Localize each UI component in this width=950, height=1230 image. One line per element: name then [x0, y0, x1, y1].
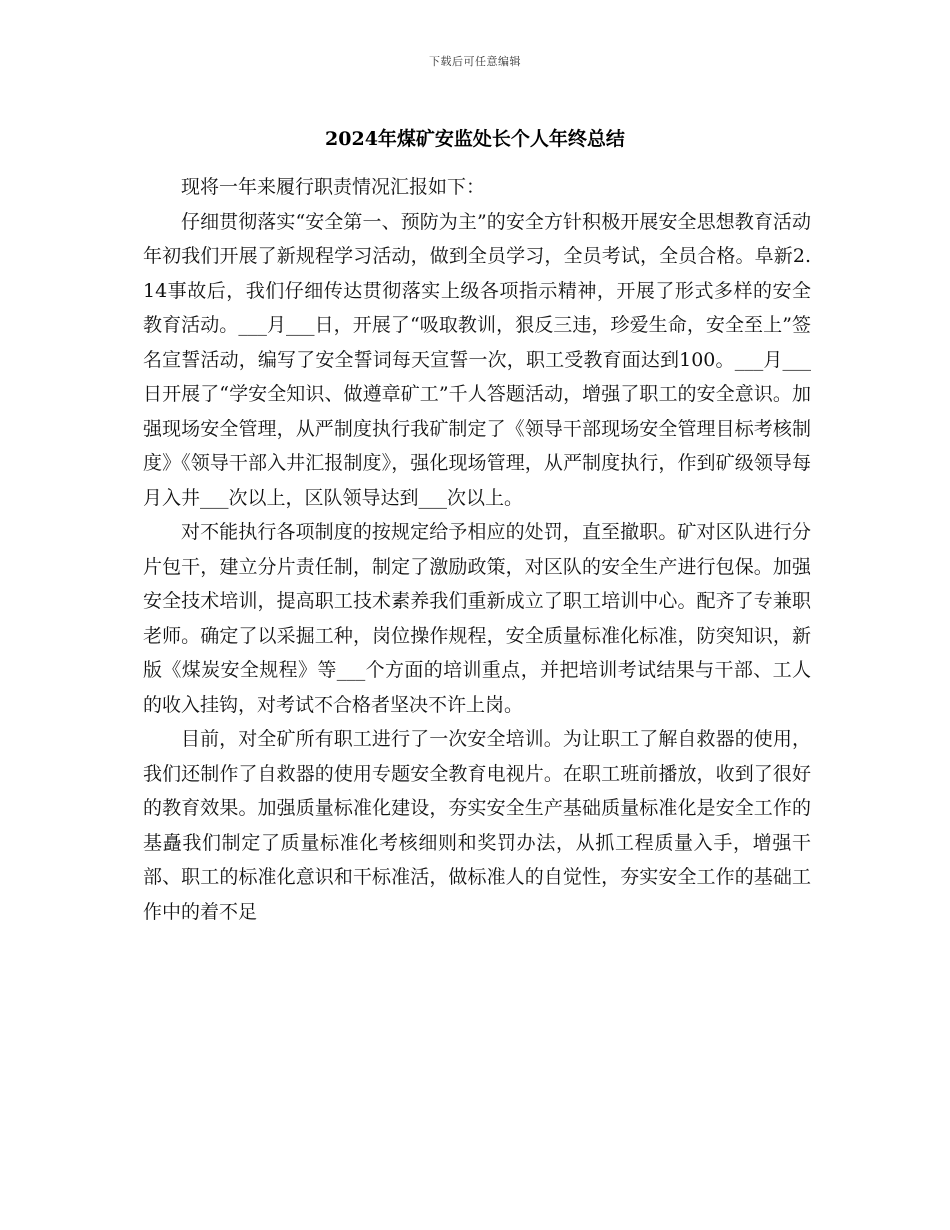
document-body [143, 170, 811, 929]
header-note: 下载后可任意编辑 [429, 55, 521, 68]
paragraph-quality-standard: 目前，对全矿所有职工进行了一次安全培训。为让职工了解自救器的使用，我们还制作了自救器的使用专题安全教育电视片。在职工班前播放，收到了很好的教育效果。加强质量标准化建设，夯实安全生产基础质量标准化是安全工作的基矗我们制定了质量标准化考核细则和奖罚办法，从抓工程质量入手，增强干部、职工的标准化意识和干标准活，做标准人的自觉性，夯实安全工作的基础工作中的着不足 [143, 728, 811, 923]
paragraph-training: 对不能执行各项制度的按规定给予相应的处罚，直至撤职。矿对区队进行分片包干，建立分片责任制，制定了激励政策，对区队的安全生产进行包保。加强安全技术培训，提高职工技术素养我们重新成立了职工培训中心。配齐了专兼职老师。确定了以采掘工种，岗位操作规程，安全质量标准化标准，防突知识，新版《煤炭安全规程》等___个方面的培训重点，并把培训考试结果与干部、工人的收入挂钩，对考试不合格者坚决不许上岗。 [143, 521, 811, 716]
paragraph-safety-education: 仔细贯彻落实“安全第一、预防为主”的安全方针积极开展安全思想教育活动年初我们开展了新规程学习活动，做到全员学习，全员考试，全员合格。阜新2.14事故后，我们仔细传达贯彻落实上级各项指示精神，开展了形式多样的安全教育活动。___月___日，开展了“吸取教训，狠反三违，珍爱生命，安全至上”签名宣誓活动，编写了安全誓词每天宣誓一次，职工受教育面达到100。___月___日开展了“学安全知识、做遵章矿工”千人答题活动，增强了职工的安全意识。加强现场安全管理，从严制度执行我矿制定了《领导干部现场安全管理目标考核制度》《领导干部入井汇报制度》，强化现场管理，从严制度执行，作到矿级领导每月入井___次以上，区队领导达到___次以上。 [143, 210, 811, 509]
paragraph-intro: 现将一年来履行职责情况汇报如下： [181, 176, 486, 198]
document-title: 2024年煤矿安监处长个人年终总结 [325, 128, 625, 150]
